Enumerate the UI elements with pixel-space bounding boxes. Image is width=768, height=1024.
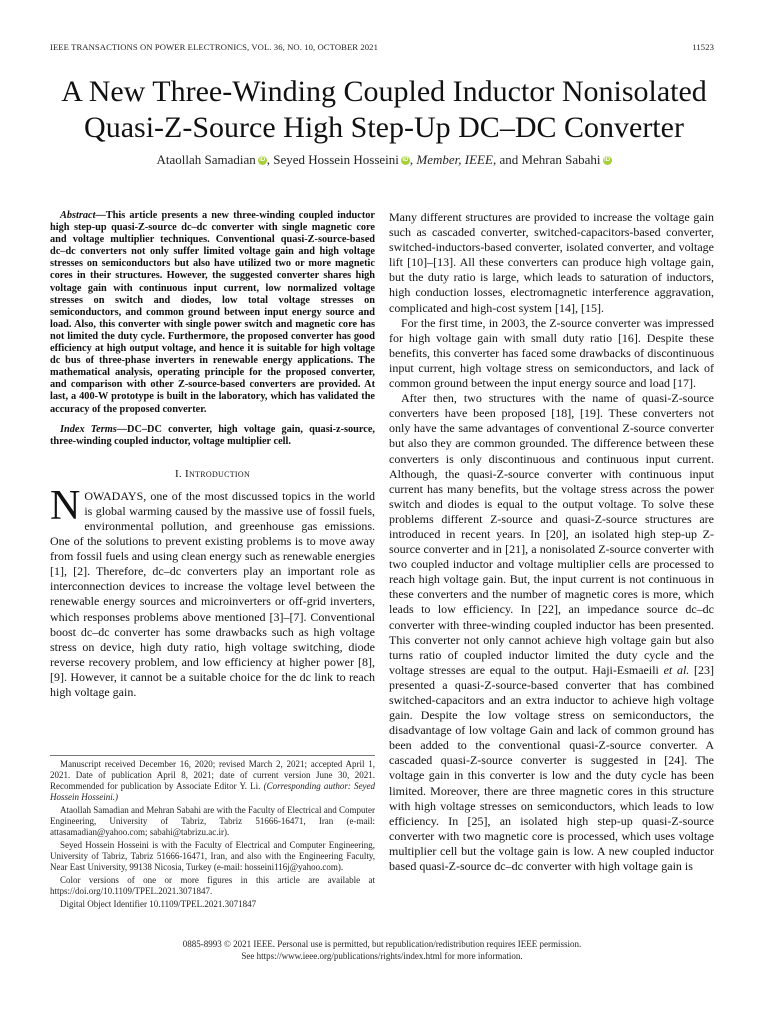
author-separator: , — [266, 152, 274, 167]
author-name: Ataollah Samadian — [156, 152, 256, 167]
title-line-1: A New Three-Winding Coupled Inductor Nonisolated — [61, 75, 707, 108]
page-number: 11523 — [692, 42, 714, 52]
index-terms — [50, 424, 375, 448]
body-paragraph: Many different structures are provided to increase the voltage gain such as cascaded converter, switched-capacitors-based converter, switched-inductors-based converter, isolated converter, and voltage lift [10]–[13]. All these converters can produce high voltage gain, but the duty ratio is large, which leads to saturation of inductors, high conduction losses, electromagnetic interference aggravation, complicated and high-cost system [14], [15]. — [389, 210, 714, 315]
section-title: Introduction — [185, 467, 251, 480]
author-separator: , — [409, 152, 417, 167]
abstract-label: Abstract — [60, 210, 96, 221]
index-terms-text: —DC–DC converter, high voltage gain, quasi-z-source, three-winding coupled inductor, voltage multiplier cell. — [50, 423, 375, 447]
orcid-icon[interactable]: iD — [259, 157, 266, 163]
footnote-divider — [50, 755, 375, 756]
footnote-affiliation-2: Seyed Hossein Hosseini is with the Faculty of Electrical and Computer Engineering, University of Tabriz, Tabriz 51666-16471, Iran, and also with the Engineering Faculty, Near East University, 99138 Nicosia, Turkey (e-mail: hosseini116j@yahoo.com). — [50, 840, 375, 872]
author-name: Mehran Sabahi — [521, 152, 601, 167]
orcid-icon[interactable]: iD — [402, 157, 409, 163]
footnotes — [50, 755, 375, 912]
left-column — [50, 210, 375, 700]
paper-title — [30, 74, 738, 146]
right-column — [389, 210, 714, 874]
et-al: et al. — [663, 662, 690, 677]
abstract-text: —This article presents a new three-winding coupled inductor high step-up quasi-Z-source dc–dc converter with single magnetic core and voltage multiplier techniques. Conventional quasi-Z-source-based dc–dc converters not only suffer limited voltage gain and high voltage stresses on semiconductors but also have utilized two or more magnetic cores in their structures. However, the suggested converter shares high voltage gain with continuous input current, low normalized voltage stresses on switch and diodes, low total voltage stresses on semiconductors, and common ground between input energy source and load. Also, this converter with single power switch and magnetic core has not limited the duty cycle. Furthermore, the proposed converter has good efficiency at high output voltage, and hence it is suitable for high voltage dc bus of three-phase inverters in renewable energy applications. The mathematical analysis, operating principle for the proposed converter, and comparison with other Z-source-based converters are provided. At last, a 400-W prototype is built in the laboratory, which has validated the accuracy of the proposed converter. — [50, 210, 375, 415]
footnote-doi: Digital Object Identifier 10.1109/TPEL.2021.3071847 — [60, 899, 257, 909]
abstract — [50, 210, 375, 416]
footnote-manuscript: Manuscript received December 16, 2020; revised March 2, 2021; accepted April 1, 2021. Date of publication April 8, 2021; date of current version June 30, 2021. Recommended for publication by Associate Editor Y. Li. (Corresponding author: Seyed Hossein Hosseini.) — [50, 759, 376, 802]
copyright-line-2: See https://www.ieee.org/publications/rights/index.html for more information. — [241, 951, 523, 961]
intro-text: OWADAYS, one of the most discussed topics in the world is global warming caused by the massive use of fossil fuels, environmental pollution, and greenhouse gas emissions. One of the solutions to prevent existing problems is to move away from fossil fuels and using clean energy such as renewable energies [1], [2]. Therefore, dc–dc converters play an important role as interconnection devices to increase the voltage level between the renewable energy sources and microinverters or off-grid inverters, which responses problems above mentioned [3]–[7]. Conventional boost dc–dc converter has some drawbacks such as high voltage stress on device, high duty ratio, high voltage switching, diode reverse recovery problem, and low efficiency at higher power [8], [9]. However, it cannot be a suitable choice for the dc link to reach high voltage gain. — [50, 488, 375, 699]
orcid-icon[interactable]: iD — [604, 157, 611, 163]
footnote-affiliation-1: Ataollah Samadian and Mehran Sabahi are with the Faculty of Electrical and Computer Engineering, University of Tabriz, Tabriz 51666-16471, Iran (e-mail: attasamadian@yahoo.com; sabahi@tabrizu.ac.ir). — [50, 805, 375, 837]
section-number: I. — [174, 467, 186, 480]
footnote-color-versions: Color versions of one or more figures in this article are available at https://doi.org/10.1109/TPEL.2021.3071847. — [50, 875, 375, 896]
drop-cap: N — [50, 482, 81, 529]
author-list — [30, 151, 738, 169]
author-separator: , and — [492, 152, 522, 167]
membership-label: Member, IEEE — [416, 152, 493, 167]
intro-paragraph — [50, 482, 375, 700]
body-paragraph: After then, two structures with the name of quasi-Z-source converters have been proposed [18], [19]. These converters not only have the same advantages of conventional Z-source converter but also they are common grounded. The difference between these converters is only discontinuous and continuous input current. Although, the quasi-Z-source converter with continuous input current has many benefits, but the voltage stress across the power switch and diodes is equal to the output voltage. To solve these problems different Z-source and quasi-Z-source structures are introduced in recent years. In [20], an isolated high step-up Z-source converter and in [21], a nonisolated Z-source converter with two coupled inductor and voltage multiplier cells are processed to reach high voltage gain. But, the input current is not continuous in these converters and the number of magnetic cores is more, which leads to low efficiency. In [22], an impedance source dc–dc converter with three-winding coupled inductor has been presented. This converter not only cannot achieve high voltage gain but also turns ratio of coupled inductor limited the duty cycle and the voltage stresses are equal to the output. Haji-Esmaeili et al. [23] presented a quasi-Z-source-based converter that has combined switched-capacitors and an extra inductor to achieve high voltage gain. Despite the low voltage stress on semiconductors, the disadvantage of low voltage Gain and lack of common ground has been added to the conventional quasi-Z-source converter. A cascaded quasi-Z-source converter is suggested in [24]. The voltage gain in this converter is low and the duty cycle has been limited. Moreover, there are three magnetic cores in this structure with high voltage stresses on semiconductors, which leads to low efficiency. In [25], an isolated high step-up quasi-Z-source converter with two magnetic core is processed, which uses voltage multiplier cell but the voltage gain is low. A new coupled inductor based quasi-Z-source dc–dc converter with high voltage gain is — [389, 391, 714, 874]
author-name: Seyed Hossein Hosseini — [273, 152, 399, 167]
copyright-line-1: 0885-8993 © 2021 IEEE. Personal use is permitted, but republication/redistribution requires IEEE permission. — [182, 939, 582, 949]
body-paragraph: For the first time, in 2003, the Z-source converter was impressed for high voltage gain with small duty ratio [16]. Despite these benefits, this converter has faced some drawbacks of discontinuous input current, high voltage stress on semiconductors, and lack of common ground between the input energy source and load [17]. — [389, 315, 714, 391]
title-line-2: Quasi-Z-Source High Step-Up DC–DC Converter — [84, 111, 684, 144]
corresponding-author: (Corresponding author: Seyed Hossein Hosseini.) — [50, 781, 376, 802]
running-header — [50, 42, 714, 54]
journal-info: IEEE TRANSACTIONS ON POWER ELECTRONICS, VOL. 36, NO. 10, OCTOBER 2021 — [50, 42, 378, 52]
copyright-notice — [50, 938, 714, 962]
section-heading — [50, 467, 375, 481]
index-terms-label: Index Terms — [60, 423, 117, 435]
